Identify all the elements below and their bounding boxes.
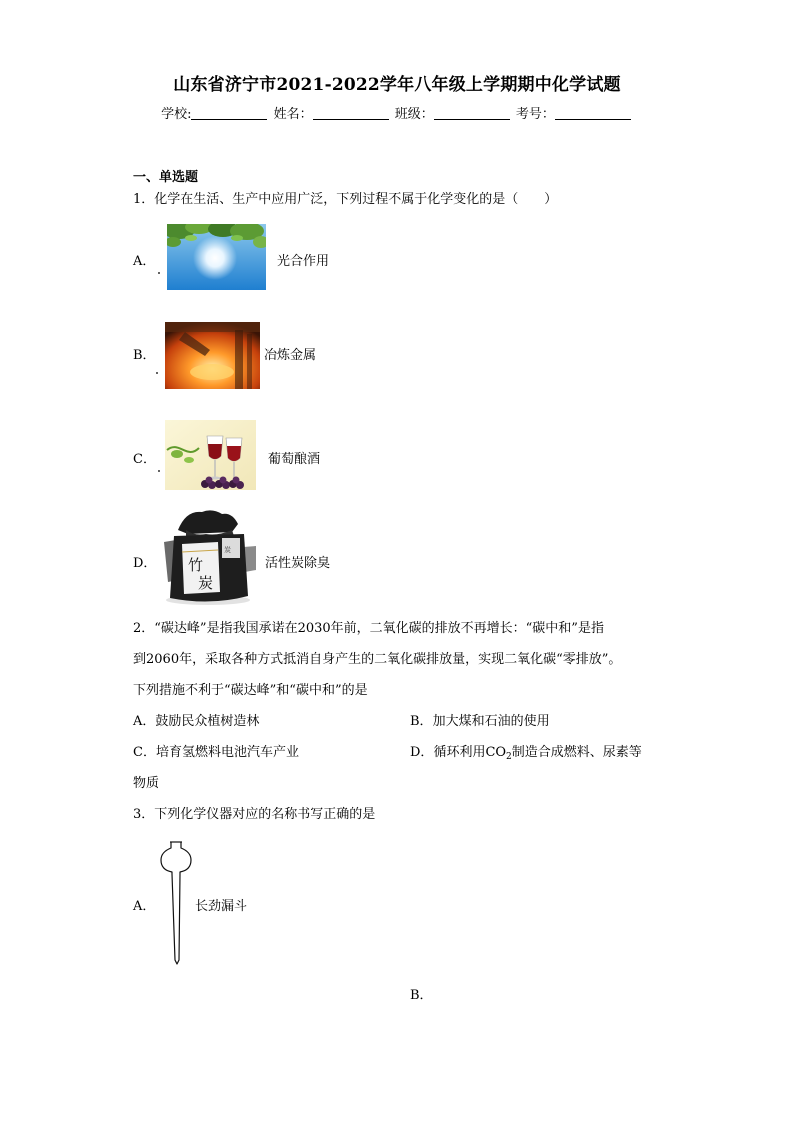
q2-option-b-text: 加大煤和石油的使用 (432, 714, 550, 729)
long-neck-funnel-drawing (158, 840, 194, 966)
school-label: 学校: (161, 107, 192, 122)
q3-option-b-letter[interactable]: B． (410, 988, 433, 1003)
sunlight-through-leaves-photo (167, 224, 266, 290)
q1-option-a-text: 光合作用 (277, 254, 330, 269)
question-3-stem: 3．下列化学仪器对应的名称书写正确的是 (133, 807, 376, 822)
q2-option-d-text-post: 制造合成燃料、尿素等 (511, 745, 642, 760)
q3-option-a-text: 长劲漏斗 (195, 899, 248, 914)
q1-option-c-text: 葡萄酿酒 (268, 452, 321, 467)
q2-option-a-letter: A． (133, 714, 156, 729)
school-blank[interactable] (191, 106, 267, 120)
anchor-dot (158, 470, 160, 472)
question-2-line-1: 2．“碳达峰”是指我国承诺在2030年前，二氧化碳的排放不再增长：“碳中和”是指 (133, 621, 604, 636)
q1-option-d-letter[interactable]: D． (133, 556, 157, 571)
svg-text:炭: 炭 (198, 574, 214, 592)
q2-option-b-letter: B． (410, 714, 433, 729)
anchor-dot (158, 272, 160, 274)
q2-option-c-text: 培育氢燃料电池汽车产业 (155, 745, 299, 760)
q2-option-a-text: 鼓励民众植树造林 (155, 714, 260, 729)
q2-option-d-letter: D． (410, 745, 434, 760)
name-blank[interactable] (313, 106, 389, 120)
q2-option-c[interactable] (133, 743, 299, 763)
q2-option-a[interactable] (133, 712, 259, 732)
q1-option-d-text: 活性炭除臭 (265, 556, 331, 571)
charcoal-bag-photo (160, 508, 262, 607)
q1-option-b-text: 冶炼金属 (264, 348, 317, 363)
wine-glasses-grapes-photo (165, 420, 256, 490)
class-label: 班级： (394, 107, 434, 122)
question-2-line-3: 下列措施不利于“碳达峰”和“碳中和”的是 (133, 683, 368, 698)
q1-option-c-letter[interactable]: C． (133, 452, 156, 467)
svg-text:炭: 炭 (224, 546, 231, 554)
q2-option-d-wrap: 物质 (133, 776, 160, 791)
name-label: 姓名： (273, 107, 313, 122)
q2-option-b[interactable] (410, 712, 550, 732)
q1-option-b-letter[interactable]: B． (133, 348, 156, 363)
svg-text:竹: 竹 (188, 556, 204, 574)
student-info-line (0, 103, 794, 122)
section-heading: 一、单选题 (133, 170, 199, 185)
q2-option-d-text-pre: 循环利用CO (433, 745, 507, 760)
question-1-stem: 1．化学在生活、生产中应用广泛，下列过程不属于化学变化的是（ ） (133, 192, 558, 207)
co2-subscript: 2 (506, 752, 512, 762)
q2-option-c-letter: C． (133, 745, 156, 760)
metal-smelting-photo (165, 322, 260, 389)
page-title: 山东省济宁市2021-2022学年八年级上学期期中化学试题 (173, 75, 621, 95)
q1-option-a-letter[interactable]: A． (133, 254, 156, 269)
question-2-line-2: 到2060年，采取各种方式抵消自身产生的二氧化碳排放量，实现二氧化碳“零排放”。 (133, 652, 622, 667)
q2-option-d[interactable] (410, 743, 642, 767)
q3-option-a-letter[interactable]: A． (133, 899, 156, 914)
exam-number-label: 考号： (515, 107, 555, 122)
class-blank[interactable] (434, 106, 510, 120)
anchor-dot (156, 372, 158, 374)
exam-number-blank[interactable] (555, 106, 631, 120)
